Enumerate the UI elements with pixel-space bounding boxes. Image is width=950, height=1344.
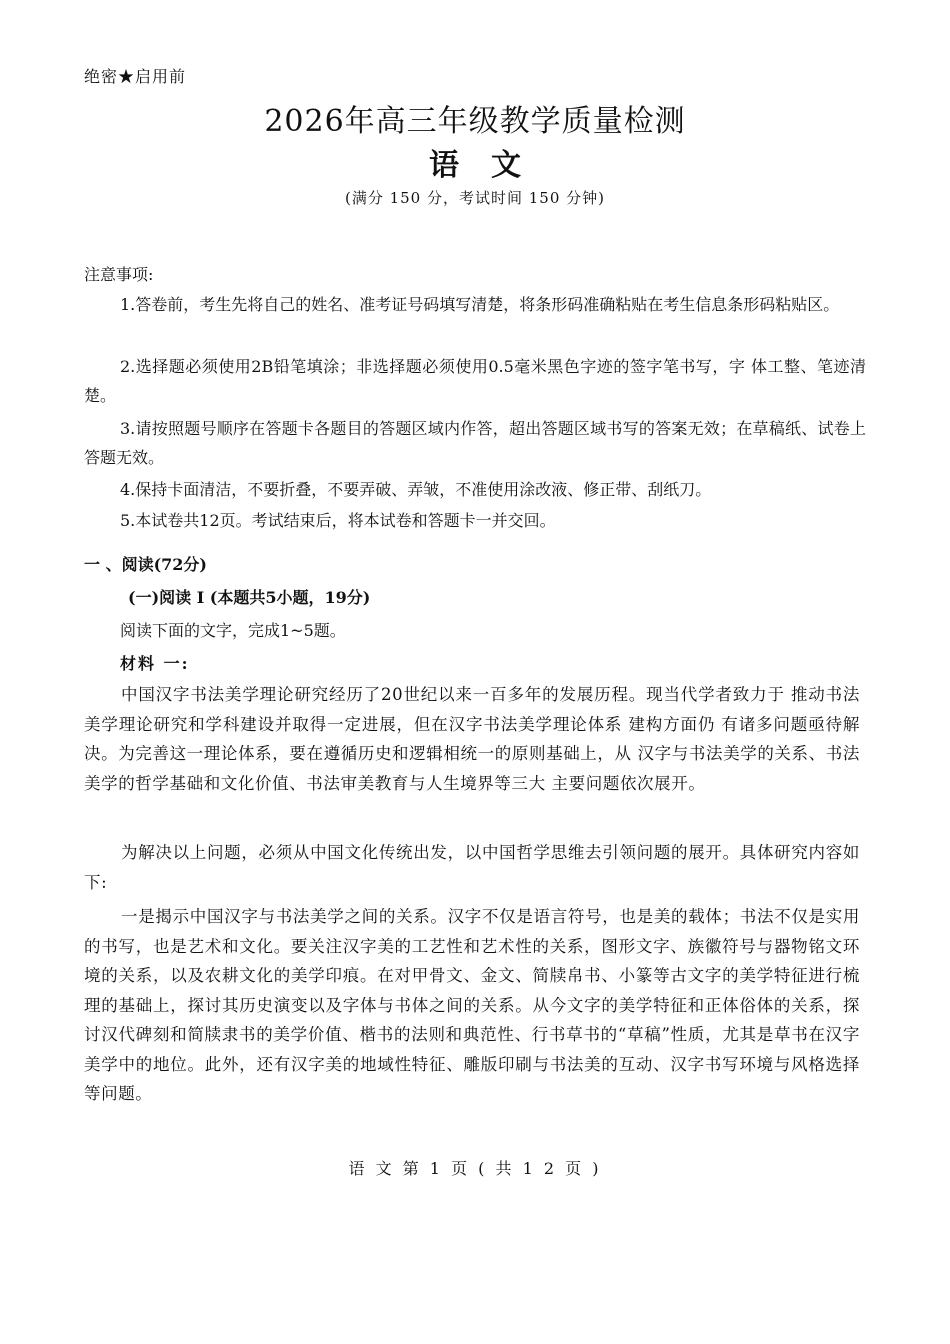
material-label: 材料 一:	[120, 654, 190, 673]
subject-title: 语文	[429, 148, 553, 183]
notice-item-1: 1.答卷前，考生先将自己的姓名、准考证号码填写清楚，将条形码准确粘贴在考生信息条形码粘贴区。	[120, 295, 840, 314]
notice-item-4: 4.保持卡面清洁，不要折叠，不要弄破、弄皱，不准使用涂改液、修正带、刮纸刀。	[120, 480, 712, 499]
subsection-heading: (一)阅读 I (本题共5小题，19分)	[128, 588, 371, 607]
score-time-note: (满分 150 分，考试时间 150 分钟)	[344, 189, 606, 207]
notice-item-5: 5.本试卷共12页。考试结束后，将本试卷和答题卡一并交回。	[120, 511, 556, 530]
reading-instruction: 阅读下面的文字，完成1~5题。	[120, 621, 346, 640]
secret-mark: 绝密★启用前	[84, 67, 187, 86]
notice-item-2: 2.选择题必须使用2B铅笔填涂；非选择题必须使用0.5毫米黑色字迹的签字笔书写，字 体工整、笔迹清楚。	[84, 357, 866, 405]
body-paragraph-1: 中国汉字书法美学理论研究经历了20世纪以来一百多年的发展历程。现当代学者致力于 推动书法美学理论研究和学科建设并取得一定进展，但在汉字书法美学理论体系 建构方面仍 有诸多问题亟待解决。为完善这一理论体系，要在遵循历史和逻辑相统一的原则基础上，从 汉字与书法美学的关系、书法美学的哲学基础和文化价值、书法审美教育与人生境界等三大 主要问题依次展开。	[84, 685, 860, 793]
page-footer: 语 文 第 1 页 ( 共 1 2 页 )	[348, 1159, 602, 1178]
section-heading: 一 、阅读(72分)	[84, 555, 207, 574]
body-paragraph-3: 一是揭示中国汉字与书法美学之间的关系。汉字不仅是语言符号，也是美的载体；书法不仅是实用的书写，也是艺术和文化。要关注汉字美的工艺性和艺术性的关系，图形文字、族徽符号与器物铭文环境的关系，以及农耕文化的美学印痕。在对甲骨文、金文、简牍帛书、小篆等古文字的美学特征进行梳理的基础上，探讨其历史演变以及字体与书体之间的关系。从今文字的美学特征和正体俗体的关系，探讨汉代碑刻和简牍隶书的美学价值、楷书的法则和典范性、行书草书的“草稿”性质，尤其是草书在汉字美学中的地位。此外，还有汉字美的地域性特征、雕版印刷与书法美的互动、汉字书写环境与风格选择等问题。	[84, 907, 860, 1103]
body-paragraph-2: 为解决以上问题，必须从中国文化传统出发，以中国哲学思维去引领问题的展开。具体研究内容如下:	[84, 843, 860, 892]
notice-heading: 注意事项:	[84, 265, 154, 284]
exam-title: 2026年高三年级教学质量检测	[264, 104, 686, 139]
notice-item-3: 3.请按照题号顺序在答题卡各题目的答题区域内作答，超出答题区域书写的答案无效；在草稿纸、试卷上答题无效。	[84, 419, 866, 467]
